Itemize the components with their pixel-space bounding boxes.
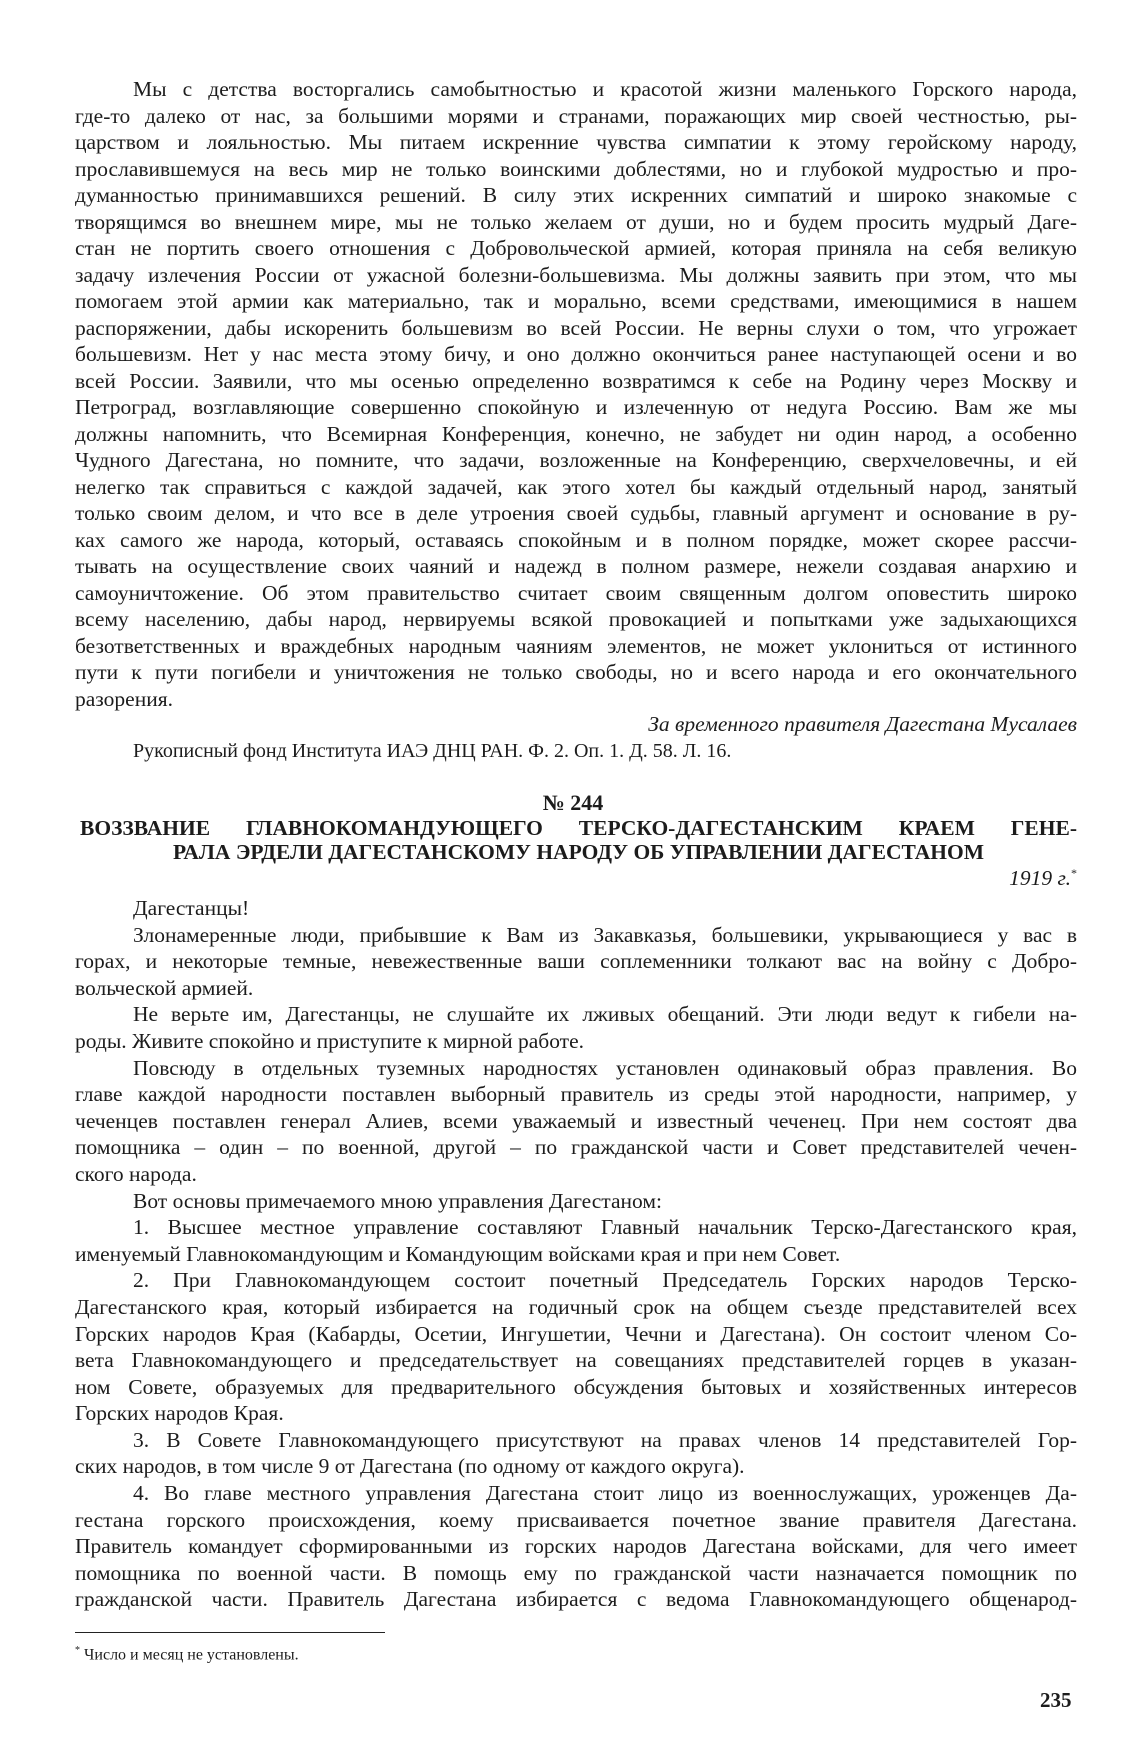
archive-source-reference: Рукописный фонд Института ИАЭ ДНЦ РАН. Ф. 2. Оп. 1. Д. 58. Л. 16. [133,740,732,762]
page-number: 235 [1040,1688,1072,1712]
text-line: творящимся во внешнем мире, мы не только желаем от души, но и будем просить мудрый Даге- [75,209,1077,234]
text-line: Правитель командует сформированными из горских народов Дагестана войсками, для чего имеет [75,1534,1077,1559]
text-line: помогаем этой армии как материально, так и морально, всеми средствами, имеющимися в нашем [75,289,1077,313]
text-line: 4. Во главе местного управления Дагестана стоит лицо из военнослужащих, уроженцев Да- [133,1481,1077,1506]
text-line: самоуничтожение. Об этом правительство считает своим священным долгом оповестить широко [75,580,1077,605]
paragraph [75,1001,1077,1054]
text-line: всей России. Заявили, что мы осенью определенно возвратимся к себе на Родину через Москву и [75,368,1077,393]
paragraph [75,1427,1077,1480]
text-line: Не верьте им, Дагестанцы, не слушайте их лживых обещаний. Эти люди ведут к гибели на- [133,1002,1077,1027]
text-line: царством и лояльностью. Мы питаем искренние чувства симпатии к этому геройскому народу, [75,130,1077,154]
title-line: ВОЗЗВАНИЕ ГЛАВНОКОМАНДУЮЩЕГО ТЕРСКО-ДАГЕСТАНСКИМ КРАЕМ ГЕНЕ- [80,816,1077,840]
text-line: чеченцев поставлен генерал Алиев, всеми уважаемый и известный чеченец. При нем состоят два [75,1108,1077,1133]
date-text: 1919 г. [1009,866,1071,891]
text-line: ном Совете, образуемых для предварительного обсуждения бытовых и хозяйственных интересов [75,1374,1077,1399]
text-line: пути к пути погибели и уничтожения не только свободы, но и всего народа и его окончательного [75,660,1077,684]
text-line: Петроград, возглавляющие совершенно спокойную и излеченную от недуга Россию. Вам же мы [75,395,1077,419]
title-line: РАЛА ЭРДЕЛИ ДАГЕСТАНСКОМУ НАРОДУ ОБ УПРАВЛЕНИИ ДАГЕСТАНОМ [172,840,985,864]
text-line: горах, и некоторые темные, невежественные ваши соплеменники толкают вас на войну с Добро- [75,949,1077,974]
text-line: распоряжении, дабы искоренить большевизм во всей России. Не верны слухи о том, что угрожает [75,315,1077,340]
text-line: 1. Высшее местное управление составляют Главный начальник Терско-Дагестанского края, [133,1215,1077,1240]
text-line: Чудного Дагестана, но помните, что задачи, возложенные на Конференцию, сверхчеловечны, и ей [75,448,1077,472]
document-date [1009,866,1077,891]
footnote-divider [75,1632,385,1633]
paragraph [75,1188,1077,1215]
text-line: Вот основы примечаемого мною управления Дагестаном: [133,1188,662,1213]
text-line: помощника – один – по военной, другой – по гражданской части и Совет представителей чечен- [75,1135,1077,1160]
footnote-text: Число и месяц не установлены. [84,1646,299,1664]
footnote-mark: * [1071,866,1077,880]
text-line: прославившемуся на весь мир не только воинскими доблестями, но и глубокой мудростью и про- [75,156,1077,181]
text-line: главе каждой народности поставлен выборный правитель из среды этой народности, например, у [75,1082,1077,1107]
paragraph [75,1055,1077,1188]
text-line: гестана горского происхождения, коему присваивается почетное звание правителя Дагестана. [75,1507,1077,1532]
signature-line: За временного правителя Дагестана Мусалаев [648,712,1077,736]
text-line: разорения. [75,686,173,711]
text-line: должны напомнить, что Всемирная Конференция, конечно, не забудет ни один народ, а особенно [75,421,1077,446]
text-line: Злонамеренные люди, прибывшие к Вам из Закавказья, большевики, укрывающиеся у вас в [133,922,1077,947]
text-line: безответственных и враждебных народным чаяниям элементов, не может уклониться от истинного [75,633,1077,658]
footnote [75,1645,299,1664]
paragraph [75,1214,1077,1267]
previous-document-text [75,76,1077,712]
text-line: именуемый Главнокомандующим и Командующим войсками края и при нем Совет. [75,1241,841,1266]
text-line: вета Главнокомандующего и председательствует на совещаниях представителей горцев в указан- [75,1348,1077,1373]
document-244-body [75,895,1077,1613]
footnote-mark: * [75,1645,80,1656]
text-line: где-то далеко от нас, за большими морями и странами, поражающих мир своей честностью, ры- [75,103,1077,128]
text-line: нелегко так справиться с каждой задачей, как этого хотел бы каждый отдельный народ, занятый [75,474,1077,499]
text-line: задачу излечения России от ужасной болезни-большевизма. Мы должны заявить при этом, что мы [75,262,1077,287]
paragraph [75,895,1077,922]
document-title [80,816,1077,864]
text-line: Горских народов Края (Кабарды, Осетии, Ингушетии, Чечни и Дагестана). Он состоит членом Со- [75,1321,1077,1346]
text-line: 3. В Совете Главнокомандующего присутствуют на правах членов 14 представителей Гор- [133,1427,1077,1452]
text-line: тывать на осуществление своих чаяний и надежд в полном размере, нежели создавая анархию и [75,554,1077,578]
paragraph [75,922,1077,1002]
text-line: большевизм. Нет у нас места этому бичу, и оно должно окончиться ранее наступающей осени и во [75,342,1077,366]
text-line: ских народов, в том числе 9 от Дагестана (по одному от каждого округа). [75,1454,745,1479]
text-line: Мы с детства восторгались самобытностью и красотой жизни маленького Горского народа, [133,77,1077,101]
paragraph [75,1267,1077,1427]
paragraph [75,1480,1077,1613]
text-line: помощника по военной части. В помощь ему по гражданской части назначается помощник по [75,1560,1077,1585]
text-line: только своим делом, и что все в деле утроения своей судьбы, главный аргумент и основание в ру- [75,501,1077,525]
text-line: стан не портить своего отношения с Добровольческой армией, которая приняла на себя великую [75,236,1077,260]
text-line: вольческой армией. [75,975,254,1000]
text-line: Повсюду в отдельных туземных народностях установлен одинаковый образ правления. Во [133,1055,1077,1080]
text-line: Дагестанцы! [133,896,250,920]
text-line: ского народа. [75,1161,197,1186]
text-line: всему населению, дабы народ, нервируемы всякой провокацией и попытками уже задыхающихся [75,607,1077,631]
text-line: Горских народов Края. [75,1401,284,1426]
text-line: думанностью принимавшихся решений. В силу этих искренних симпатий и широко знакомые с [75,183,1077,207]
text-line: гражданской части. Правитель Дагестана избирается с ведома Главнокомандующего общенарод- [75,1587,1077,1612]
document-number: № 244 [542,790,604,815]
text-line: ках самого же народа, который, оставаясь спокойным и в полном порядке, может скорее рассчи- [75,527,1077,552]
text-line: роды. Живите спокойно и приступите к мирной работе. [75,1028,584,1053]
text-line: 2. При Главнокомандующем состоит почетный Председатель Горских народов Терско- [133,1268,1077,1293]
text-line: Дагестанского края, который избирается на годичный срок на общем съезде представителей всех [75,1294,1077,1319]
